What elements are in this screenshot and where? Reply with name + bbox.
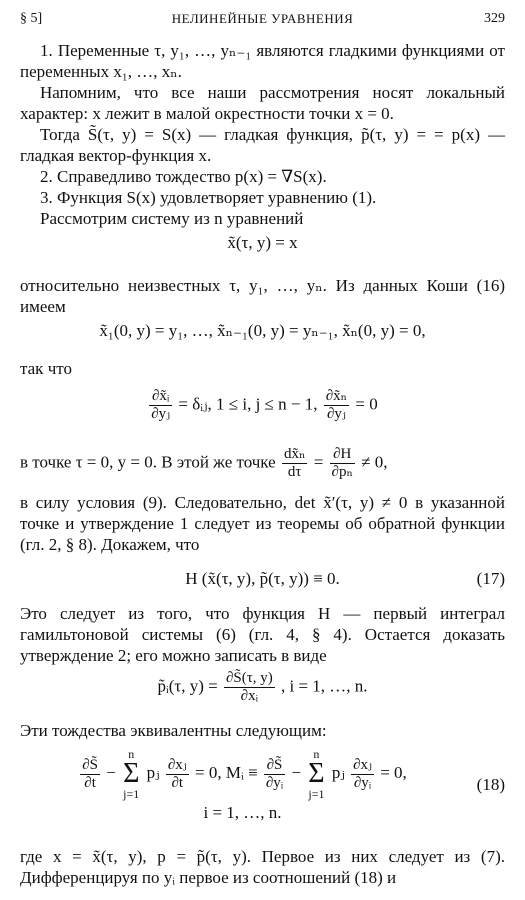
fraction-denominator: ∂t bbox=[84, 774, 96, 791]
fraction-numerator: ∂xⱼ bbox=[167, 756, 187, 773]
fraction-numerator: ∂H bbox=[330, 446, 355, 464]
equation-2 bbox=[20, 320, 505, 341]
paragraph-12: Эти тождества эквивалентны следующим: bbox=[20, 721, 327, 740]
paragraph-10: в силу условия (9). Следовательно, det x̃′(τ, y) ≠ 0 в указанной точке и утверждение 1 следует из теоремы об обратной функции (гл. 2, § 8). Докажем, что bbox=[20, 493, 505, 554]
equation-2-text: x̃₁(0, y) = y₁, …, x̃ₙ₋₁(0, y) = yₙ₋₁, x̃ₙ(0, y) = 0, bbox=[99, 321, 426, 340]
equation-5-rhs: , i = 1, …, n. bbox=[281, 676, 368, 696]
sum-symbol bbox=[308, 748, 324, 800]
running-header bbox=[20, 8, 505, 28]
fraction-numerator: dx̃ₙ bbox=[283, 446, 306, 462]
text-block-6 bbox=[20, 603, 505, 666]
equation-1 bbox=[20, 232, 505, 253]
fraction-numerator: ∂S̃ bbox=[82, 756, 98, 773]
equation-6 bbox=[20, 748, 505, 823]
fraction-denominator: ∂yⱼ bbox=[151, 406, 171, 422]
equation-6-middle: = 0, Mᵢ ≡ bbox=[194, 762, 258, 782]
equation-5 bbox=[20, 670, 505, 705]
fraction-denominator: ∂yⱼ bbox=[326, 406, 346, 422]
paragraph-9-text: в точке τ = 0, y = 0. В этой же точке bbox=[20, 452, 276, 472]
text-block-2 bbox=[20, 275, 505, 317]
equation-1-text: x̃(τ, y) = x bbox=[227, 233, 298, 252]
sum-symbol bbox=[123, 748, 139, 800]
text-block-8 bbox=[20, 846, 505, 888]
fraction-dS-dt bbox=[80, 757, 100, 792]
equation-3-middle: = δᵢⱼ, 1 ≤ i, j ≤ n − 1, bbox=[178, 394, 318, 414]
fraction-numerator: ∂x̃ᵢ bbox=[149, 388, 172, 406]
fraction-denominator: ∂pₙ bbox=[331, 464, 353, 480]
text-block-3 bbox=[20, 358, 505, 379]
fraction-dxi-dyj bbox=[149, 388, 172, 423]
paragraph-1: 1. Переменные τ, y₁, …, yₙ₋₁ являются гладкими функциями от переменных x₁, …, xₙ. bbox=[20, 41, 505, 81]
section-ref: § 5] bbox=[20, 11, 43, 26]
paragraph-3: Тогда S̃(τ, y) = S(x) — гладкая функция, p̃(τ, y) = = p(x) — гладкая вектор-функция x. bbox=[20, 125, 505, 165]
minus-sign: − bbox=[106, 762, 116, 782]
sum-upper-limit: n bbox=[128, 747, 135, 761]
equation-5-lhs: p̃ᵢ(τ, y) = bbox=[157, 676, 218, 696]
fraction-dxn-dyj bbox=[324, 388, 349, 423]
fraction-numerator: ∂S̃ bbox=[264, 757, 285, 775]
text-block-4 bbox=[20, 446, 505, 481]
equation-number-18: (18) bbox=[476, 775, 505, 794]
paragraph-7: относительно неизвестных τ, y₁, …, yₙ. Из данных Коши (16) имеем bbox=[20, 276, 505, 316]
paragraph-6: Рассмотрим систему из n уравнений bbox=[40, 209, 304, 228]
equation-6-index-line: i = 1, …, n. bbox=[203, 803, 282, 822]
paragraph-11: Это следует из того, что функция H — первый интеграл гамильтоновой системы (6) (гл. 4, § 4). Остается доказать утверждение 2; его можно записать в виде bbox=[20, 604, 505, 665]
minus-sign: − bbox=[291, 762, 302, 782]
text-block-5 bbox=[20, 492, 505, 555]
fraction-dxj-dyi bbox=[351, 757, 374, 792]
paragraph-13: где x = x̃(τ, y), p = p̃(τ, y). Первое из них следует из (7). Дифференцируя по yᵢ первое из соотношений (18) и bbox=[20, 847, 505, 887]
fraction-denominator: ∂yᵢ bbox=[265, 774, 284, 791]
equation-4 bbox=[20, 568, 505, 589]
equation-6-end: = 0, bbox=[380, 762, 407, 782]
fraction-denominator: ∂yᵢ bbox=[353, 774, 372, 791]
fraction-dxn-dtau bbox=[282, 446, 308, 481]
paragraph-2: Напомним, что все наши рассмотрения носят локальный характер: x лежит в малой окрестности точки x = 0. bbox=[20, 83, 505, 123]
fraction-dH-dpn bbox=[330, 446, 355, 481]
page-number: 329 bbox=[484, 11, 505, 26]
equals-sign: = bbox=[313, 452, 324, 472]
paragraph-9 bbox=[20, 446, 505, 481]
equation-3 bbox=[20, 388, 505, 423]
sum-lower-limit: j=1 bbox=[308, 787, 325, 801]
equation-4-text: H (x̃(τ, y), p̃(τ, y)) ≡ 0. bbox=[185, 569, 340, 588]
text-block-7 bbox=[20, 720, 505, 741]
equation-number-17: (17) bbox=[476, 569, 505, 588]
fraction-numerator: ∂xⱼ bbox=[353, 756, 372, 773]
running-title: НЕЛИНЕЙНЫЕ УРАВНЕНИЯ bbox=[171, 11, 354, 26]
fraction-denominator: ∂t bbox=[171, 774, 184, 791]
fraction-dS-dyi bbox=[264, 757, 285, 792]
paragraph-9-end: ≠ 0, bbox=[361, 452, 388, 472]
sum-upper-limit: n bbox=[313, 747, 320, 761]
fraction-numerator: ∂x̃ₙ bbox=[325, 388, 348, 404]
fraction-denominator: dτ bbox=[287, 464, 302, 480]
fraction-dS-dxi bbox=[224, 670, 275, 705]
sum-lower-limit: j=1 bbox=[123, 787, 140, 801]
equation-3-end: = 0 bbox=[355, 394, 378, 414]
fraction-dxj-dt bbox=[166, 757, 189, 792]
pj-term: pⱼ bbox=[331, 762, 345, 782]
fraction-numerator: ∂S̃(τ, y) bbox=[225, 670, 273, 686]
paragraph-8: так что bbox=[20, 359, 72, 378]
fraction-denominator: ∂xᵢ bbox=[240, 688, 259, 704]
paragraph-4: 2. Справедливо тождество p(x) = ∇S(x). bbox=[40, 167, 327, 186]
sigma-glyph: Σ bbox=[308, 758, 325, 789]
paragraph-5: 3. Функция S(x) удовлетворяет уравнению (1). bbox=[40, 188, 377, 207]
pj-term: pⱼ bbox=[146, 762, 160, 782]
sigma-glyph: Σ bbox=[123, 758, 140, 789]
text-block-1 bbox=[20, 40, 505, 229]
